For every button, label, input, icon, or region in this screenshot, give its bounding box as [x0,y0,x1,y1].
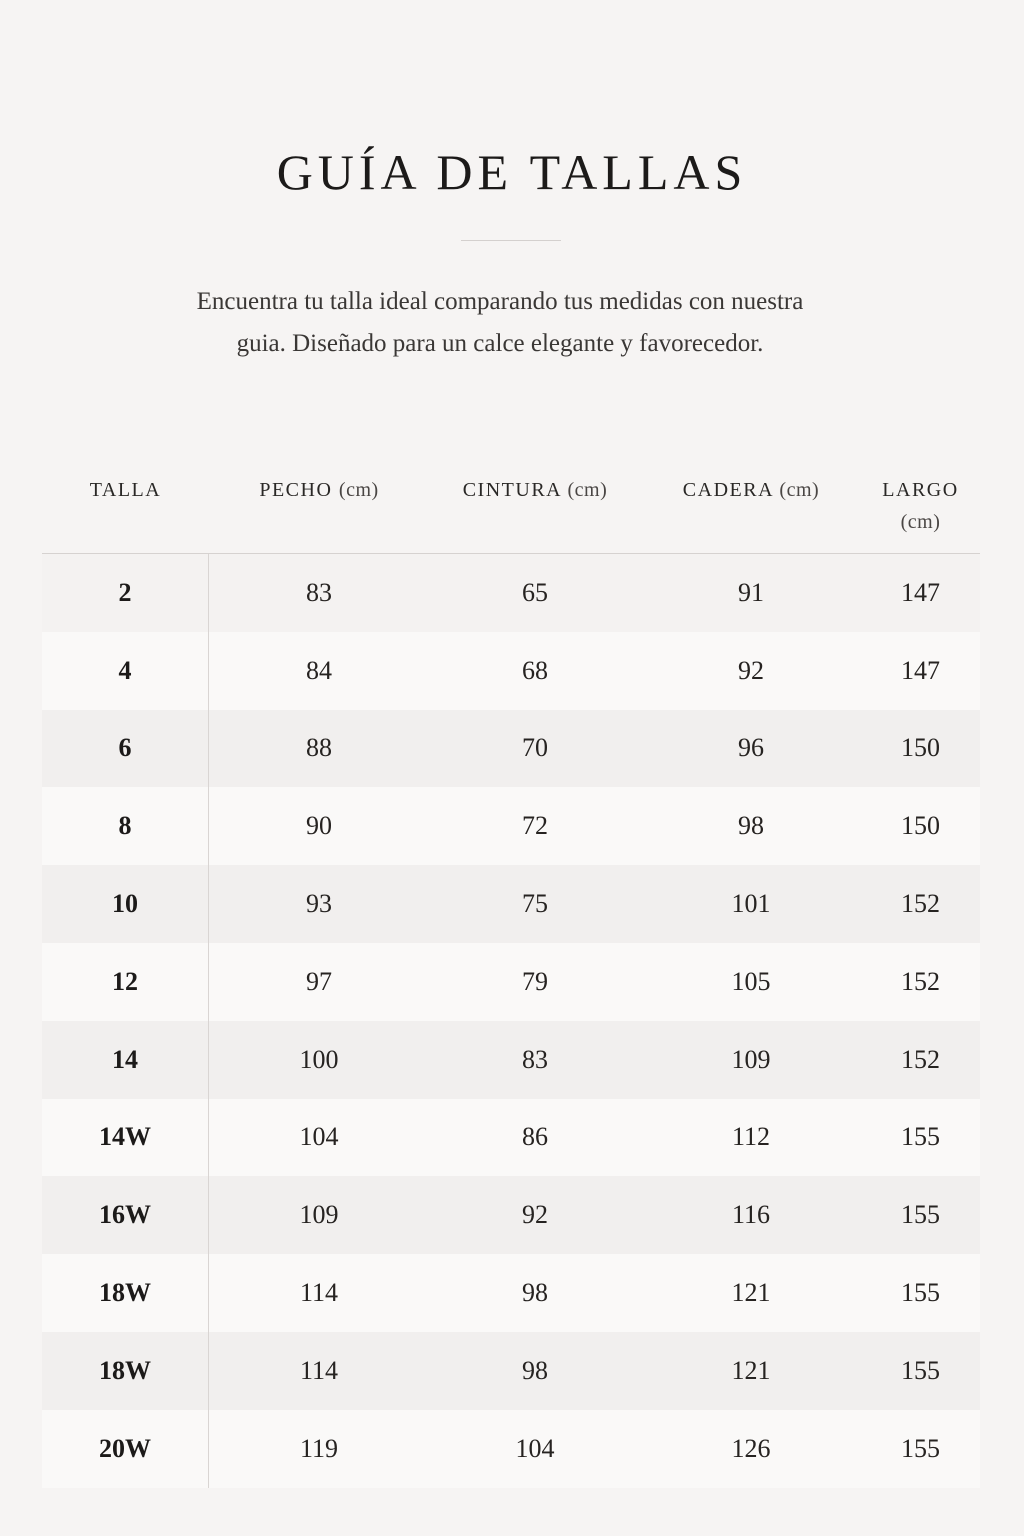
table-row [42,1410,980,1488]
cell-talla: 14 [42,1021,209,1099]
cell-talla: 18W [42,1254,209,1332]
table-row [42,1176,980,1254]
cell-talla: 8 [42,787,209,865]
table-row [42,710,980,788]
table-body [42,554,980,1488]
cell-cadera: 98 [738,811,764,841]
cell-cintura: 104 [515,1433,555,1463]
table-row [42,1099,980,1177]
table-row [42,1332,980,1410]
table-row [42,554,980,632]
cell-cintura: 83 [522,1044,548,1074]
cell-largo: 155 [901,1122,940,1152]
cell-pecho: 100 [299,1044,339,1074]
cell-cintura: 70 [522,733,548,763]
cell-talla: 12 [42,943,209,1021]
cell-cintura: 65 [522,577,548,607]
cell-pecho: 88 [306,733,332,763]
cell-cintura: 92 [522,1200,548,1230]
table-row [42,632,980,710]
size-chart-table [42,462,980,1488]
page-title: GUÍA DE TALLAS [276,144,748,200]
cell-pecho: 97 [306,966,332,996]
cell-largo: 155 [901,1355,940,1385]
cell-cintura: 68 [522,655,548,685]
cell-cintura: 98 [522,1278,548,1308]
cell-largo: 152 [901,1044,940,1074]
cell-cadera: 101 [731,889,771,919]
cell-cintura: 79 [522,966,548,996]
cell-cadera: 96 [738,733,764,763]
cell-cadera: 121 [731,1355,771,1385]
header-pecho: PECHO (cm) [259,479,379,501]
cell-pecho: 93 [306,889,332,919]
table-header [42,462,980,554]
cell-talla: 16W [42,1176,209,1254]
cell-pecho: 114 [299,1355,339,1385]
header-talla: TALLA [89,479,162,501]
cell-pecho: 119 [299,1433,339,1463]
cell-largo: 150 [901,733,940,763]
cell-pecho: 90 [306,811,332,841]
table-row [42,865,980,943]
cell-cadera: 92 [738,655,764,685]
cell-cadera: 112 [731,1122,771,1152]
cell-cadera: 109 [731,1044,771,1074]
cell-pecho: 104 [299,1122,339,1152]
cell-cadera: 121 [731,1278,771,1308]
cell-talla: 18W [42,1332,209,1410]
cell-largo: 155 [901,1433,940,1463]
cell-largo: 147 [901,655,940,685]
cell-pecho: 84 [306,655,332,685]
header-cadera: CADERA (cm) [682,479,820,501]
cell-pecho: 114 [299,1278,339,1308]
cell-cadera: 91 [738,577,764,607]
cell-talla: 20W [42,1410,209,1488]
cell-largo: 150 [901,811,940,841]
cell-cintura: 86 [522,1122,548,1152]
cell-cintura: 75 [522,889,548,919]
cell-largo: 155 [901,1200,940,1230]
table-row [42,1021,980,1099]
cell-talla: 2 [42,554,209,632]
cell-cintura: 98 [522,1355,548,1385]
cell-cintura: 72 [522,811,548,841]
cell-talla: 10 [42,865,209,943]
cell-largo: 147 [901,577,940,607]
cell-talla: 14W [42,1099,209,1177]
table-row [42,1254,980,1332]
table-row [42,943,980,1021]
header-largo: LARGO (cm) [882,479,959,533]
header-cintura: CINTURA (cm) [462,479,608,501]
intro-text: Encuentra tu talla ideal comparando tus medidas con nuestra guia. Diseñado para un calce elegante y favorecedor. [196,288,804,357]
cell-talla: 4 [42,632,209,710]
cell-pecho: 83 [306,577,332,607]
cell-talla: 6 [42,710,209,788]
cell-pecho: 109 [299,1200,339,1230]
cell-largo: 152 [901,889,940,919]
cell-largo: 152 [901,966,940,996]
cell-cadera: 105 [731,966,771,996]
title-divider [461,240,561,241]
cell-cadera: 126 [731,1433,771,1463]
table-row [42,787,980,865]
cell-cadera: 116 [731,1200,771,1230]
cell-largo: 155 [901,1278,940,1308]
